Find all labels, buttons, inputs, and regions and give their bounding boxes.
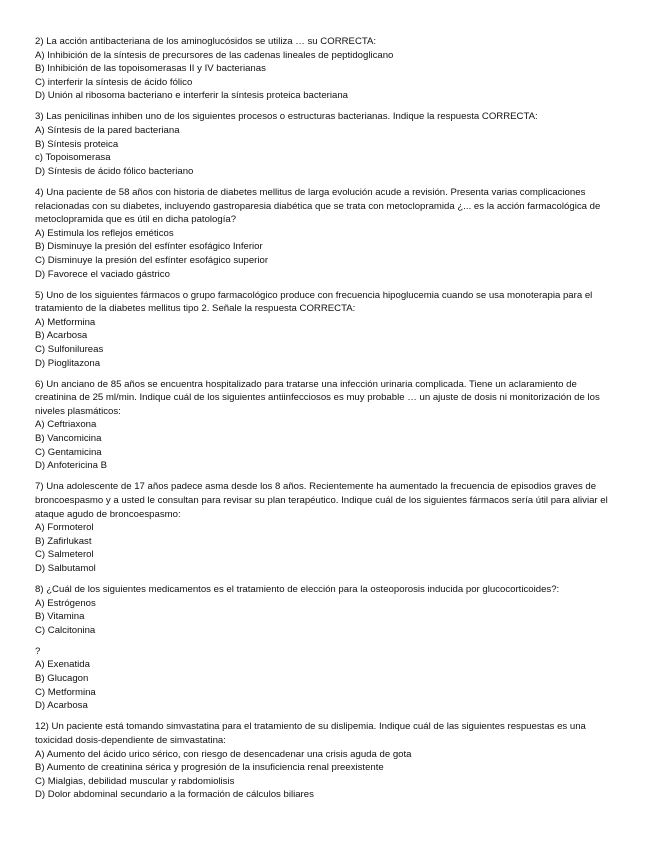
- question-text: 12) Un paciente está tomando simvastatina para el tratamiento de su dislipemia. Indique cuál de las siguientes respuestas es una: [35, 721, 586, 733]
- answer-option: D) Anfotericina B: [35, 460, 107, 472]
- answer-option: c) Topoisomerasa: [35, 152, 111, 164]
- question-text: metoclopramida que es útil en dicha patología?: [35, 214, 237, 226]
- answer-option: A) Exenatida: [35, 659, 90, 671]
- answer-option: B) Inhibición de las topoisomerasas II y IV bacterianas: [35, 63, 266, 75]
- question-text: tratamiento de la diabetes mellitus tipo 2. Señale la respuesta CORRECTA:: [35, 303, 356, 315]
- answer-option: A) Aumento del ácido urico sérico, con riesgo de desencadenar una crisis aguda de gota: [35, 748, 412, 760]
- answer-option: B) Vitamina: [35, 611, 85, 623]
- question-text: ?: [35, 645, 41, 657]
- answer-option: A) Formoterol: [35, 522, 94, 534]
- answer-option: D) Unión al ribosoma bacteriano e interferir la síntesis proteica bacteriana: [35, 90, 349, 102]
- answer-option: C) Calcitonina: [35, 624, 96, 636]
- question-block: [35, 110, 635, 178]
- answer-option: A) Síntesis de la pared bacteriana: [35, 125, 180, 137]
- question-block: [35, 378, 635, 473]
- answer-option: A) Inhibición de la síntesis de precursores de las cadenas lineales de peptidoglicano: [35, 49, 394, 61]
- question-text: 6) Un anciano de 85 años se encuentra hospitalizado para tratarse una infección urinaria complicada. Tiene un aclaramiento de: [35, 378, 577, 390]
- answer-option: B) Zafirlukast: [35, 535, 92, 547]
- question-block: [35, 35, 635, 103]
- answer-option: A) Metformina: [35, 316, 96, 328]
- question-block: [35, 583, 635, 637]
- question-block: [35, 720, 635, 802]
- question-text: 3) Las penicilinas inhiben uno de los siguientes procesos o estructuras bacterianas. Indique la respuesta CORRECTA:: [35, 111, 538, 123]
- answer-option: C) Sulfonilureas: [35, 343, 104, 355]
- answer-option: B) Glucagon: [35, 673, 89, 685]
- question-block: [35, 645, 635, 713]
- answer-option: A) Ceftriaxona: [35, 419, 97, 431]
- question-text: relacionadas con su diabetes, incluyendo gastroparesia diabética que se trata con metoclopramida ¿... es la acción farmacológica de: [35, 200, 601, 212]
- answer-option: C) Mialgias, debilidad muscular y rabdomiolisis: [35, 775, 235, 787]
- question-text: 2) La acción antibacteriana de los aminoglucósidos se utiliza … su CORRECTA:: [35, 36, 377, 47]
- answer-option: D) Favorece el vaciado gástrico: [35, 268, 170, 280]
- answer-option: D) Salbutamol: [35, 562, 96, 574]
- answer-option: C) interferir la síntesis de ácido fólico: [35, 76, 193, 88]
- question-text: ataque agudo de broncoespasmo:: [35, 508, 181, 520]
- question-text: 8) ¿Cuál de los siguientes medicamentos es el tratamiento de elección para la osteoporosis inducida por glucocorticoides?:: [35, 583, 560, 595]
- answer-option: D) Pioglitazona: [35, 357, 101, 369]
- answer-option: A) Estimula los reflejos eméticos: [35, 227, 174, 239]
- question-text: broncoespasmo y a usted le consultan para revisar su plan terapéutico. Indique cuál de los siguientes fármacos sería útil para aliviar el: [35, 494, 608, 506]
- answer-option: B) Síntesis proteica: [35, 138, 119, 150]
- answer-option: B) Aumento de creatinina sérica y progresión de la insuficiencia renal preexistente: [35, 762, 384, 774]
- question-text: creatinina de 25 ml/min. Indique cuál de los siguientes antiinfecciosos es muy probable … un ajuste de dosis ni monitorización de los: [35, 392, 600, 404]
- answer-option: B) Acarbosa: [35, 330, 88, 342]
- question-text: 7) Una adolescente de 17 años padece asma desde los 8 años. Recientemente ha aumentado la frecuencia de episodios graves de: [35, 481, 597, 493]
- question-block: [35, 186, 635, 281]
- question-text: niveles plasmáticos:: [35, 405, 121, 417]
- question-block: [35, 480, 635, 575]
- answer-option: C) Gentamicina: [35, 446, 102, 458]
- question-text: 4) Una paciente de 58 años con historia de diabetes mellitus de larga evolución acude a revisión. Presenta varias complicaciones: [35, 186, 586, 198]
- question-text: toxicidad dosis-dependiente de simvastatina:: [35, 734, 226, 746]
- answer-option: D) Dolor abdominal secundario a la formación de cálculos biliares: [35, 789, 314, 801]
- answer-option: C) Salmeterol: [35, 549, 94, 561]
- question-text: 5) Uno de los siguientes fármacos o grupo farmacológico produce con frecuencia hipoglucemia cuando se usa monoterapia para el: [35, 289, 593, 301]
- answer-option: B) Disminuye la presión del esfínter esofágico Inferior: [35, 241, 263, 253]
- answer-option: C) Metformina: [35, 686, 96, 698]
- answer-option: D) Acarbosa: [35, 700, 88, 712]
- answer-option: A) Estrógenos: [35, 597, 96, 609]
- question-block: [35, 289, 635, 371]
- answer-option: B) Vancomicina: [35, 433, 102, 445]
- document-page: [35, 35, 635, 809]
- answer-option: C) Disminuye la presión del esfínter esofágico superior: [35, 254, 269, 266]
- answer-option: D) Síntesis de ácido fólico bacteriano: [35, 165, 194, 177]
